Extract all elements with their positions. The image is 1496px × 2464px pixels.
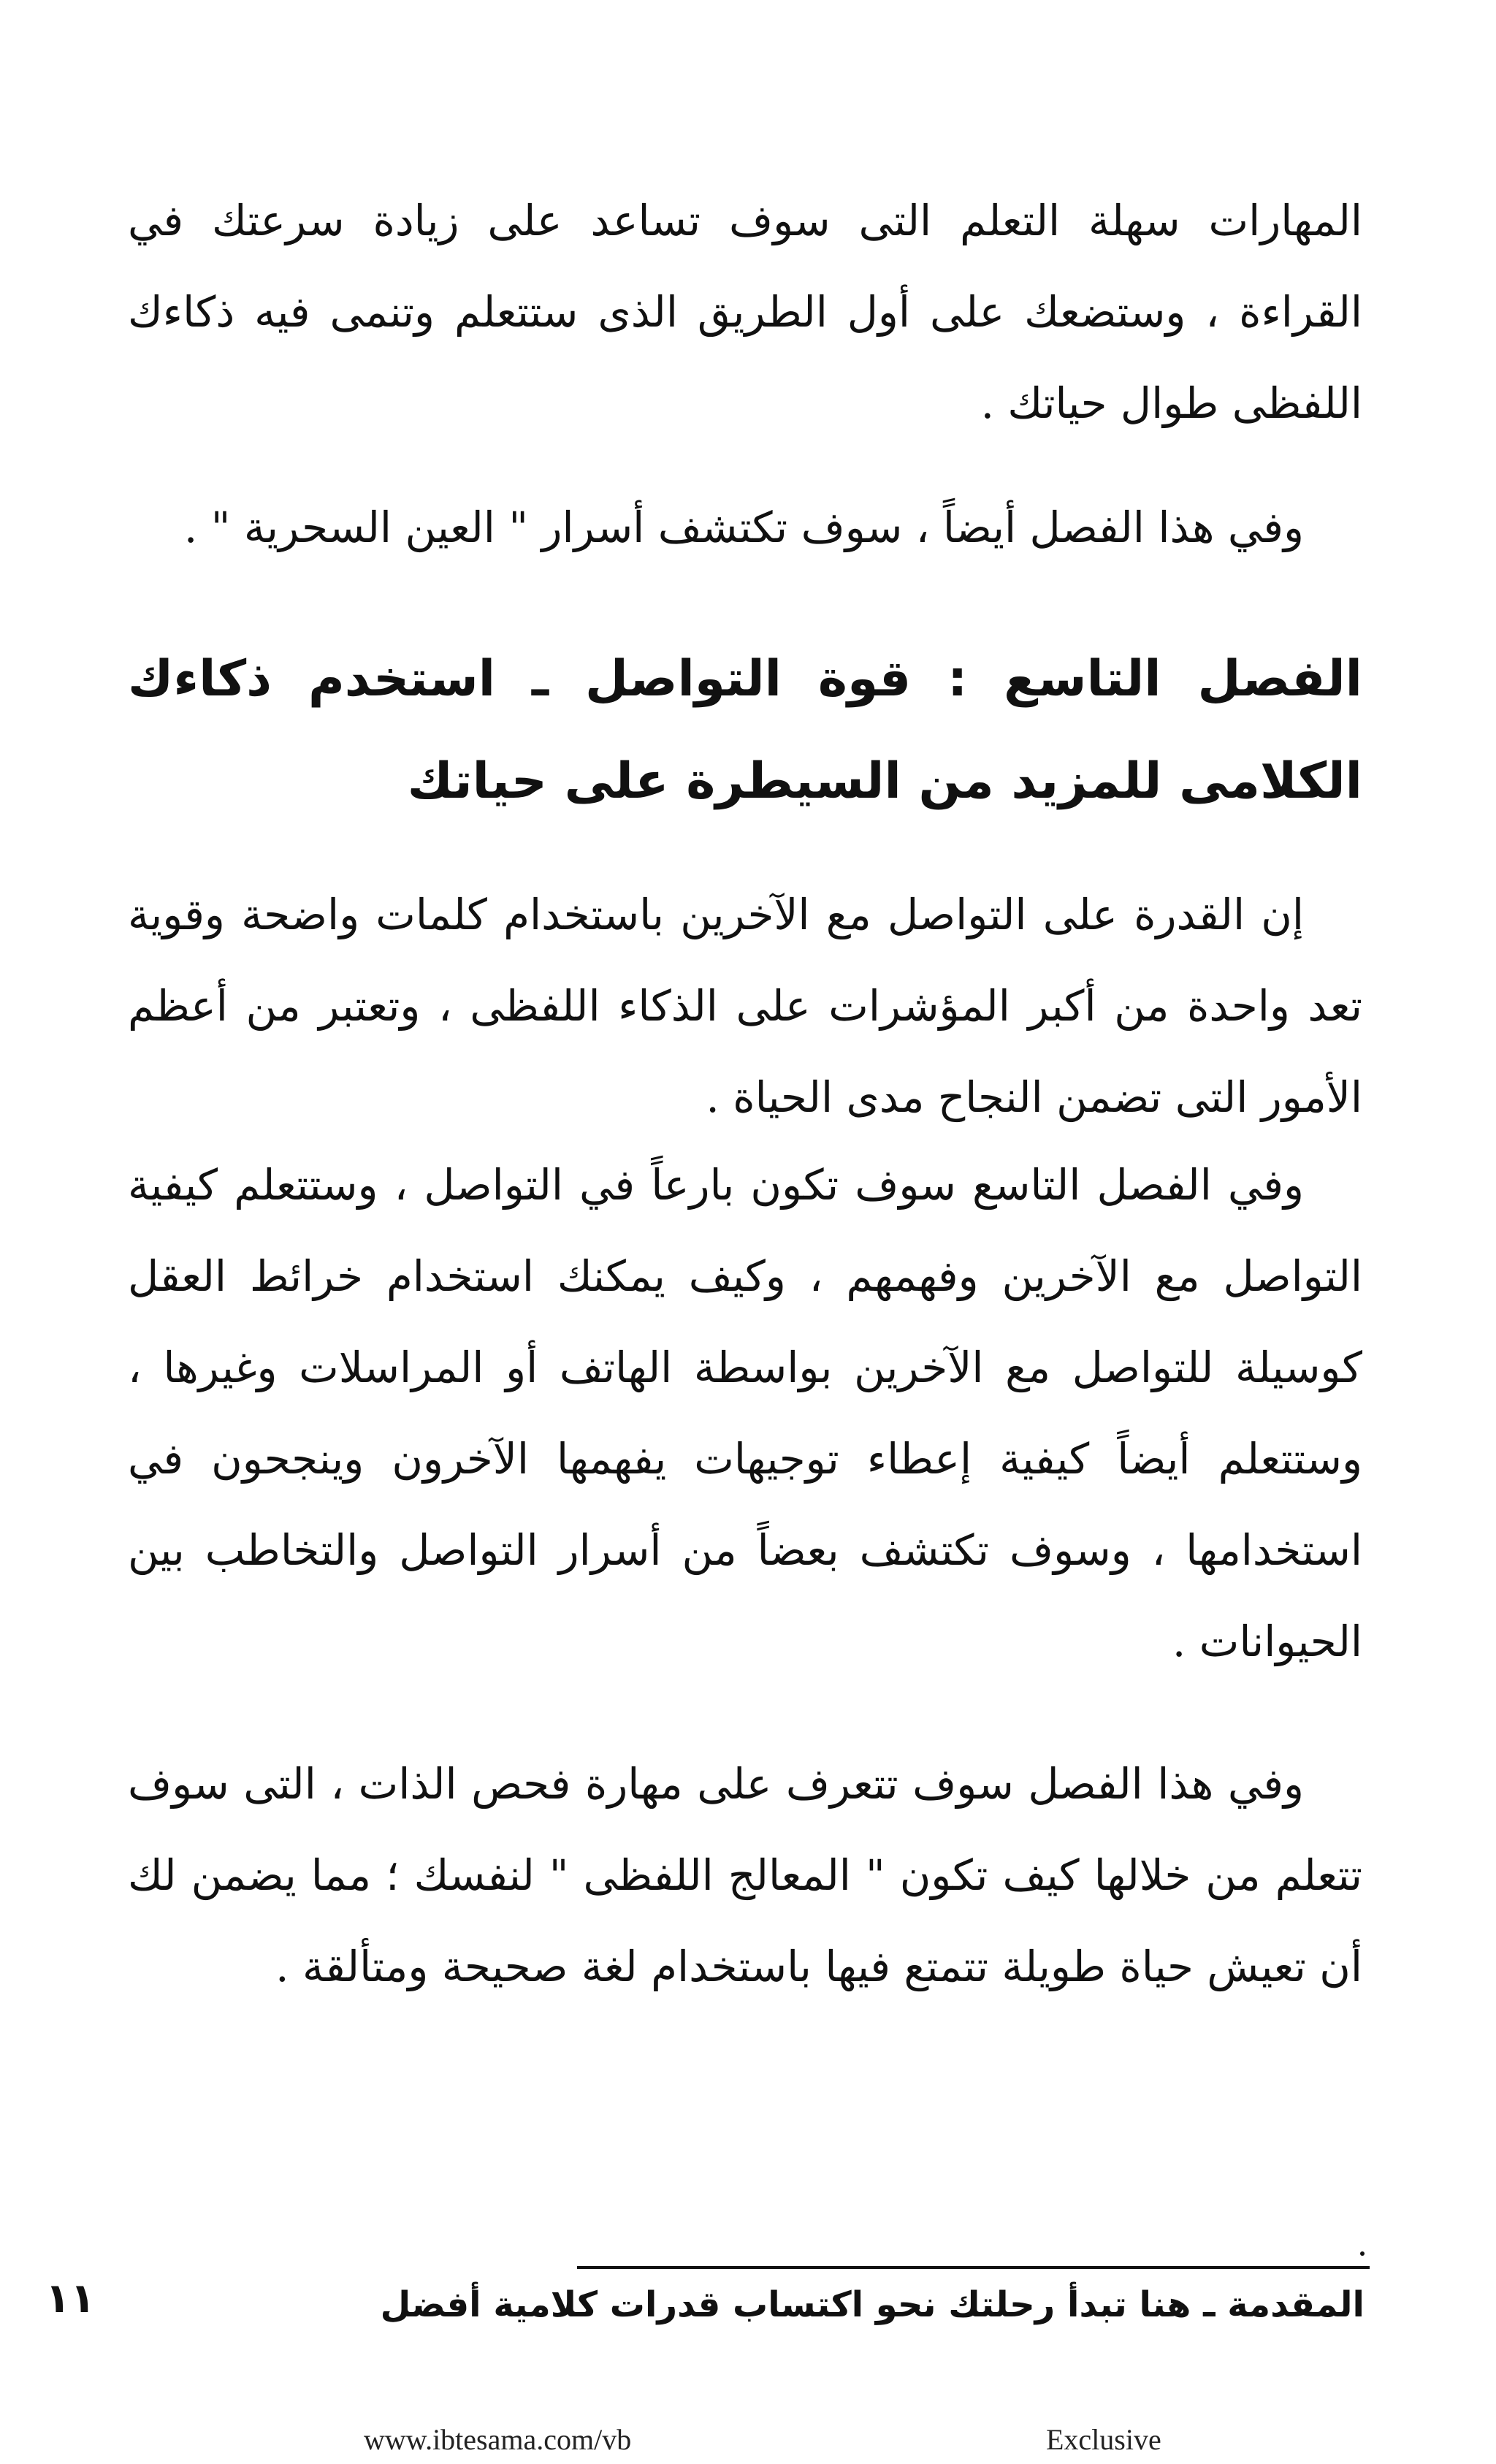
paragraph-chapter-nine-summary: وفي الفصل التاسع سوف تكون بارعاً في التواصل ، وستتعلم كيفية التواصل مع الآخرين وفهمهم ، وكيف يمكنك استخدام خرائط العقل كوسيلة للتواصل مع الآخرين بواسطة الهاتف أو المراسلات وغيرها ، وستتعلم أيضاً كيفية إعطاء توجيهات يفهمها الآخرون وينجحون في استخدامها ، وسوف تكتشف بعضاً من أسرار التواصل والتخاطب بين الحيوانات .: [128, 1160, 1362, 1666]
paragraph-reading-skills: المهارات سهلة التعلم التى سوف تساعد على زيادة سرعتك في القراءة ، وستضعك على أول الطريق الذى ستتعلم وتنمى فيه ذكاءك اللفظى طوال حياتك .: [128, 196, 1362, 428]
self-examination-block: [128, 1739, 1362, 2013]
watermark-label: Exclusive: [1046, 2423, 1161, 2456]
watermark-url: www.ibtesama.com/vb: [364, 2423, 632, 2456]
running-footer-title: المقدمة ـ هنا تبدأ رحلتك نحو اكتساب قدرات كلامية أفضل: [380, 2284, 1365, 2325]
chapter-heading-block: [128, 628, 1362, 833]
paragraph-self-examination: وفي هذا الفصل سوف تتعرف على مهارة فحص الذات ، التى سوف تتعلم من خلالها كيف تكون " المعالج اللفظى " لنفسك ؛ مما يضمن لك أن تعيش حياة طويلة تتمتع فيها باستخدام لغة صحيحة ومتألقة .: [128, 1759, 1362, 1991]
chapter-nine-heading: الفصل التاسع : قوة التواصل ـ استخدم ذكاءك الكلامى للمزيد من السيطرة على حياتك: [128, 650, 1362, 810]
paragraph-communication-ability: إن القدرة على التواصل مع الآخرين باستخدام كلمات واضحة وقوية تعد واحدة من أكبر المؤشرات على الذكاء اللفظى ، وتعتبر من أعظم الأمور التى تضمن النجاح مدى الحياة .: [128, 890, 1362, 1122]
communication-intro-block: [128, 869, 1362, 1143]
paragraph-magic-eye: وفي هذا الفصل أيضاً ، سوف تكتشف أسرار " العين السحرية " .: [183, 503, 1304, 552]
page-number: ١١: [45, 2275, 96, 2322]
footer-divider: [577, 2266, 1370, 2269]
intro-continuation-block: [128, 175, 1362, 449]
footer-rule-dot: [1360, 2251, 1365, 2256]
magic-eye-block: [128, 482, 1362, 573]
chapter-nine-summary-block: [128, 1140, 1362, 1687]
